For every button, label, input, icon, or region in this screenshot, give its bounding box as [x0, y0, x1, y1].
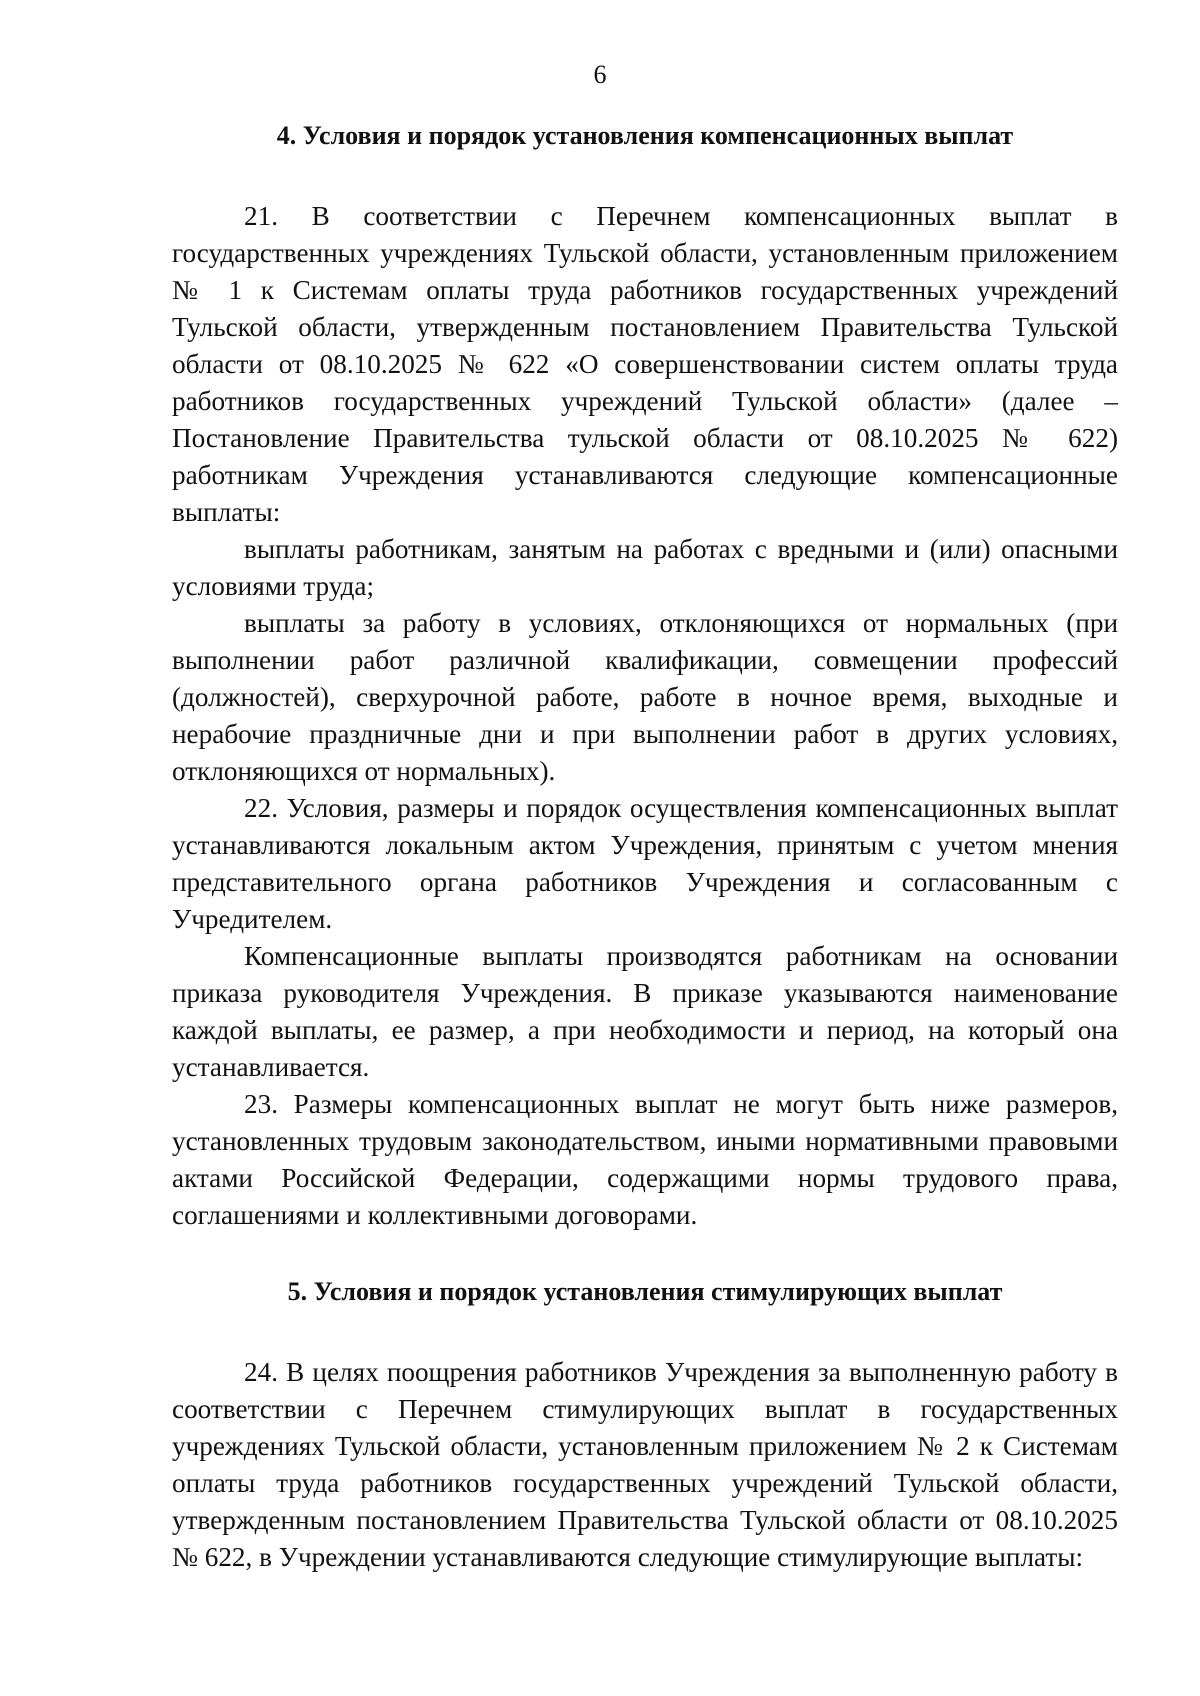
page-number: 6 [593, 60, 607, 89]
paragraph-order: Компенсационные выплаты производятся работникам на основании приказа руководителя Учреждения. В приказе указываются наименование каждой выплаты, ее размер, а при необходимости и период, на который она устанавливается. [172, 941, 1118, 1082]
section-5-heading: 5. Условия и порядок установления стимулирующих выплат [287, 1277, 1003, 1306]
document-body [172, 118, 1118, 1576]
section-4-heading: 4. Условия и порядок установления компенсационных выплат [276, 121, 1014, 150]
paragraph-23: 23. Размеры компенсационных выплат не могут быть ниже размеров, установленных трудовым законодательством, иными нормативными правовыми актами Российской Федерации, содержащими нормы трудового права, соглашениями и коллективными договорами. [172, 1089, 1118, 1230]
list-item-hazardous-conditions: выплаты работникам, занятым на работах с вредными и (или) опасными условиями труда; [172, 534, 1118, 601]
paragraph-21: 21. В соответствии с Перечнем компенсационных выплат в государственных учреждениях Тульской области, установленным приложением № 1 к Системам оплаты труда работников государственных учреждений Тульской области, утвержденным постановлением Правительства Тульской области от 08.10.2025 № 622 «О совершенствовании систем оплаты труда работников государственных учреждений Тульской области» (далее – Постановление Правительства тульской области от 08.10.2025 № 622) работникам Учреждения устанавливаются следующие компенсационные выплаты: [172, 201, 1118, 527]
paragraph-24: 24. В целях поощрения работников Учреждения за выполненную работу в соответствии с Перечнем стимулирующих выплат в государственных учреждениях Тульской области, установленным приложением № 2 к Системам оплаты труда работников государственных учреждений Тульской области, утвержденным постановлением Правительства Тульской области от 08.10.2025 № 622, в Учреждении устанавливаются следующие стимулирующие выплаты: [172, 1357, 1118, 1572]
list-item-abnormal-conditions: выплаты за работу в условиях, отклоняющихся от нормальных (при выполнении работ различной квалификации, совмещении профессий (должностей), сверхурочной работе, работе в ночное время, выходные и нерабочие праздничные дни и при выполнении работ в других условиях, отклоняющихся от нормальных). [172, 608, 1118, 786]
paragraph-22: 22. Условия, размеры и порядок осуществления компенсационных выплат устанавливаются локальным актом Учреждения, принятым с учетом мнения представительного органа работников Учреждения и согласованным с Учредителем. [172, 793, 1118, 934]
